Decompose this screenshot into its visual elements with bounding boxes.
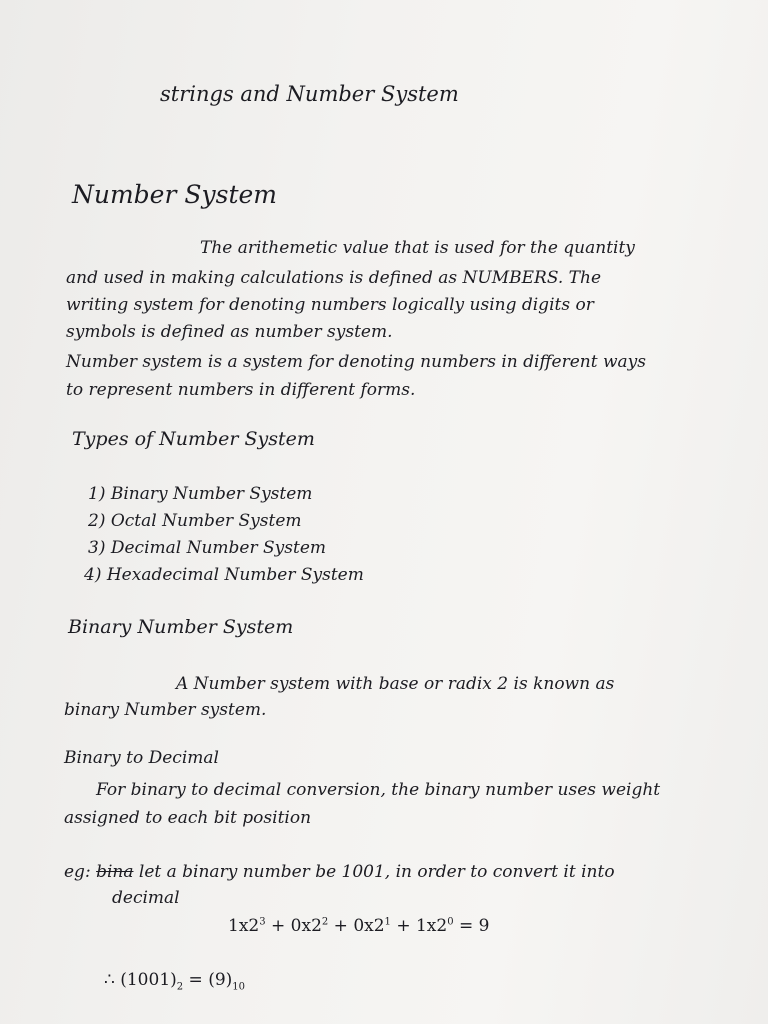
- btod-line-2: assigned to each bit position: [64, 808, 312, 828]
- result-rhs: (9): [208, 970, 233, 990]
- binary-def-line-1: A Number system with base or radix 2 is known as: [176, 674, 615, 694]
- type-item-2: 2) Octal Number System: [88, 511, 302, 531]
- expr-exp-4: 0: [447, 916, 454, 928]
- expr-exp-1: 3: [259, 916, 266, 928]
- example-prefix: eg:: [64, 862, 91, 882]
- result-lhs-base: 2: [176, 981, 184, 993]
- result-equals: =: [183, 970, 209, 990]
- intro-line-5: Number system is a system for denoting numbers in different ways: [66, 352, 646, 372]
- type-item-3: 3) Decimal Number System: [88, 538, 326, 558]
- example-text: let a binary number be 1001, in order to convert it into: [138, 862, 615, 882]
- result-rhs-base: 10: [232, 981, 246, 993]
- expr-term-3: + 0x2: [328, 916, 385, 936]
- type-item-4: 4) Hexadecimal Number System: [84, 565, 364, 585]
- expr-rhs: = 9: [453, 916, 490, 936]
- expr-exp-2: 2: [321, 916, 329, 928]
- binary-heading: Binary Number System: [68, 616, 294, 638]
- therefore-symbol: ∴: [104, 970, 115, 990]
- intro-line-4: symbols is defined as number system.: [66, 322, 393, 342]
- intro-line-6: to represent numbers in different forms.: [66, 380, 416, 400]
- expr-term-4: + 1x2: [390, 916, 448, 936]
- expr-term-1: 1x2: [228, 916, 260, 936]
- example-expression: [228, 916, 489, 936]
- btod-line-1: For binary to decimal conversion, the binary number uses weight: [96, 780, 661, 800]
- type-item-1: 1) Binary Number System: [88, 484, 313, 504]
- result-lhs: (1001): [120, 970, 177, 990]
- example-line-1: [64, 862, 615, 882]
- expr-term-2: + 0x2: [265, 916, 322, 936]
- binary-def-line-2: binary Number system.: [64, 700, 267, 720]
- example-struck-word: bina: [96, 862, 134, 882]
- page-title: strings and Number System: [160, 82, 459, 106]
- example-result: [104, 970, 245, 992]
- types-heading: Types of Number System: [72, 428, 315, 450]
- intro-line-1: The arithemetic value that is used for the quantity: [200, 238, 635, 258]
- example-line-2: decimal: [112, 888, 180, 908]
- section-heading: Number System: [72, 180, 278, 209]
- expr-exp-3: 1: [384, 916, 391, 928]
- btod-heading: Binary to Decimal: [64, 748, 219, 768]
- intro-line-2: and used in making calculations is defined as NUMBERS. The: [66, 268, 602, 288]
- intro-line-3: writing system for denoting numbers logically using digits or: [66, 295, 594, 315]
